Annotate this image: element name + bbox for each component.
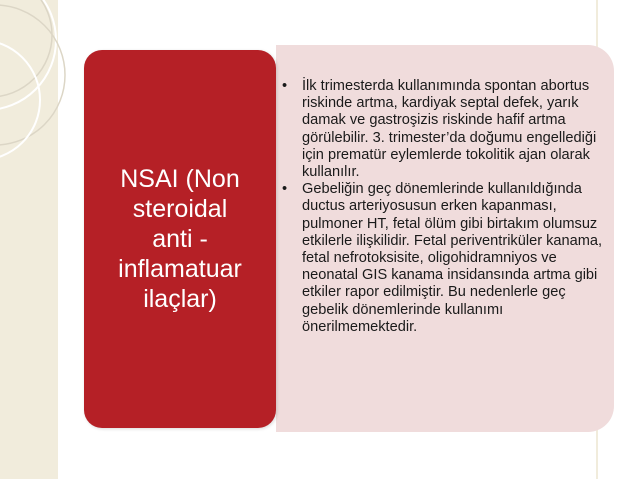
slide-title: NSAI (Non steroidal anti - inflamatuar ilaçlar) xyxy=(118,165,242,313)
bullet-item xyxy=(280,181,606,336)
bullet-text: Gebeliğin geç dönemlerinde kullanıldığında ductus arteriyosusun erken kapanması, pulmoner HT, fetal ölüm gibi birtakım olumsuz etkilerle ilişkilidir. Fetal periventriküler kanama, fetal nefrotoksisite, oligohidramniyos ve neonatal GIS kanama insidansında artma gibi etkiler rapor edilmiştir. Bu nedenlerle geç gebelik dönemlerinde kullanımı önerilmemektedir. xyxy=(302,181,603,335)
bullet-item xyxy=(280,78,606,181)
bullet-marker: • xyxy=(282,78,288,94)
title-panel xyxy=(84,50,276,428)
bullet-list xyxy=(280,78,606,336)
bullet-marker: • xyxy=(282,181,288,198)
bullet-text: İlk trimesterda kullanımında spontan abortus riskinde artma, kardiyak septal defek, yarık damak ve gastroşizis riskinde hafif artma görülebilir. 3. trimester’da doğumu engellediği için prematür eylemlerde tokolitik ajan olarak kullanılır. xyxy=(302,78,597,181)
